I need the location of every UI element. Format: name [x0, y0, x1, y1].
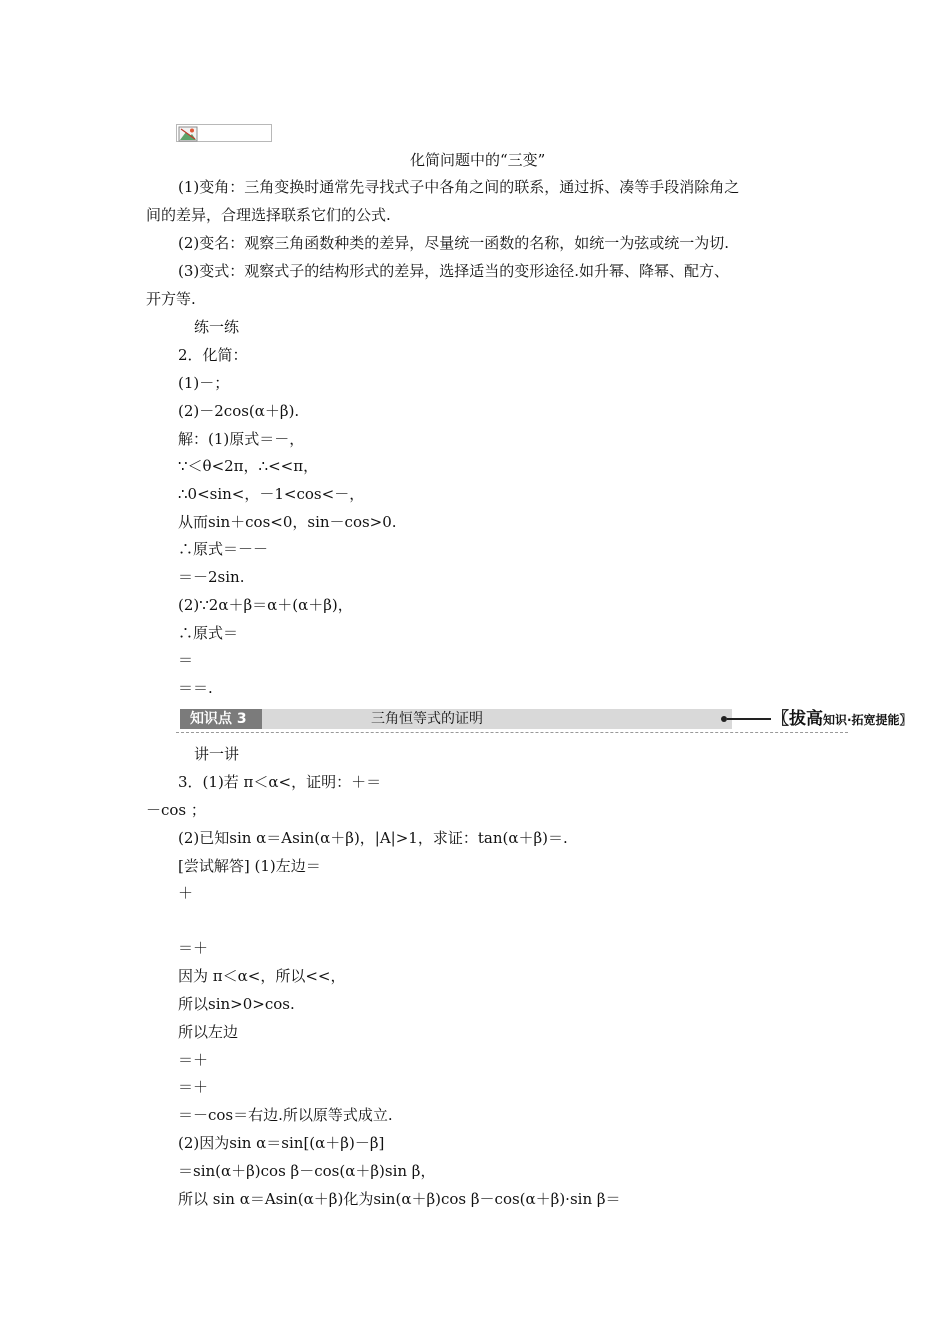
lecture-label: 讲一讲 [194, 745, 240, 763]
note-line: (2)变名：观察三角函数种类的差异，尽量统一函数的名称，如统一为弦或统一为切. [178, 234, 730, 252]
banner-title: 三角恒等式的证明 [262, 709, 732, 729]
practice-line: 2．化简： [178, 346, 248, 364]
banner-slogan [772, 708, 912, 730]
problem-line: ＝＋ [178, 1051, 209, 1069]
problem-line: [尝试解答] (1)左边＝ [178, 857, 321, 875]
practice-line: ＝ [178, 651, 194, 669]
banner-slogan-small: 知识·拓宽提能〗 [823, 713, 912, 727]
section-heading: 化简问题中的“三变” [410, 151, 546, 169]
practice-line: 从而sin＋cos<0，sin－cos>0. [178, 513, 397, 531]
practice-line: ∴0<sin<，－1<cos<－， [178, 485, 365, 503]
practice-line: ∵＜θ<2π，∴<<π， [178, 457, 319, 475]
problem-line: ＝＋ [178, 939, 209, 957]
broken-image-placeholder [176, 124, 272, 142]
practice-line: ∴原式＝－－ [178, 540, 269, 558]
problem-line: ＝sin(α＋β)cos β－cos(α＋β)sin β， [178, 1162, 436, 1180]
banner-tag: 知识点 3 [180, 709, 262, 729]
banner-divider [176, 732, 848, 733]
problem-line: 因为 π＜α<，所以<<， [178, 967, 346, 985]
problem-line: 所以 sin α＝Asin(α＋β)化为sin(α＋β)cos β－cos(α＋β)·sin β＝ [178, 1190, 621, 1208]
problem-line: ＝－cos＝右边.所以原等式成立. [178, 1106, 393, 1124]
practice-line: 解：(1)原式＝－， [178, 430, 305, 448]
problem-line: 所以左边 [178, 1023, 239, 1041]
practice-line: ＝－2sin. [178, 568, 245, 586]
knowledge-point-banner [176, 707, 912, 733]
practice-line: (1)－； [178, 374, 230, 392]
broken-image-icon [178, 126, 198, 142]
practice-line: (2)∵2α＋β＝α＋(α＋β)， [178, 596, 353, 614]
note-line: 间的差异，合理选择联系它们的公式. [146, 206, 391, 224]
problem-line: (2)已知sin α＝Asin(α＋β)，|A|>1，求证：tan(α＋β)＝. [178, 829, 568, 847]
note-line: 开方等. [146, 290, 196, 308]
practice-line: ＝＝. [178, 679, 213, 697]
problem-line: ＋ [178, 884, 194, 902]
problem-line: －cos ； [146, 801, 206, 819]
banner-slogan-big: 〖拔高 [772, 709, 823, 729]
practice-line: ∴原式＝ [178, 624, 239, 642]
practice-label: 练一练 [194, 318, 240, 336]
problem-line: (2)因为sin α＝sin[(α＋β)－β] [178, 1134, 385, 1152]
problem-line: 3．(1)若 π＜α<，证明：＋＝ [178, 773, 382, 791]
problem-line: 所以sin>0>cos. [178, 995, 295, 1013]
banner-rule [727, 718, 771, 720]
problem-line: ＝＋ [178, 1078, 209, 1096]
note-line: (1)变角：三角变换时通常先寻找式子中各角之间的联系，通过拆、凑等手段消除角之 [178, 178, 740, 196]
note-line: (3)变式：观察式子的结构形式的差异，选择适当的变形途径.如升幂、降幂、配方、 [178, 262, 730, 280]
practice-line: (2)－2cos(α＋β). [178, 402, 300, 420]
